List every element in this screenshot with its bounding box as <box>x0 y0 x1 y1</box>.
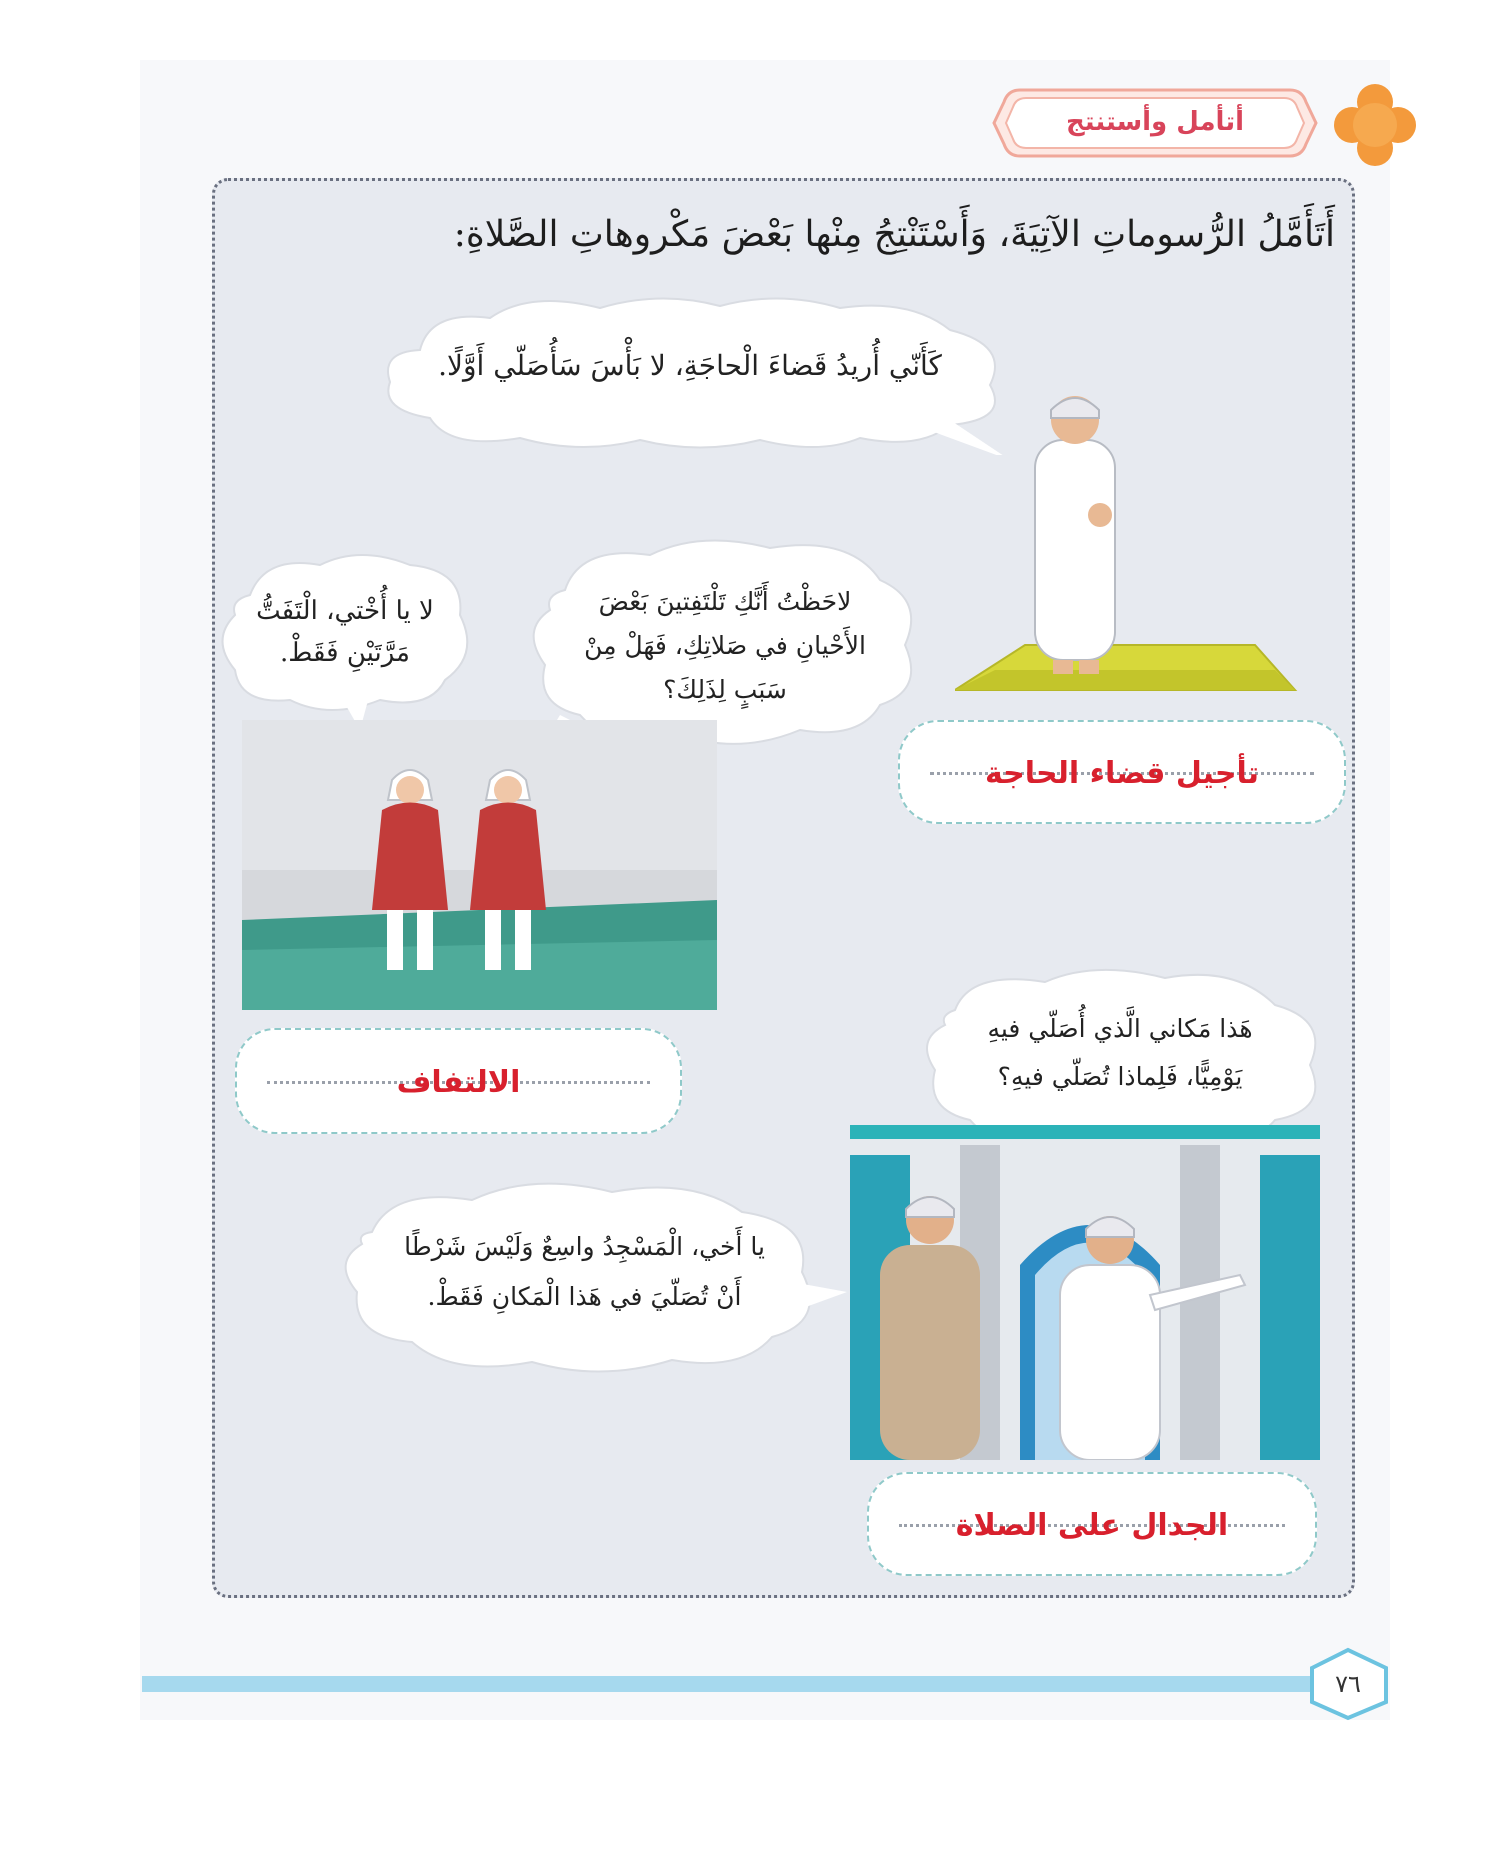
answer-text: تأجيل قضاء الحاجة <box>984 756 1260 791</box>
speech-line: لا يا أُخْتي، الْتَفَتُّ <box>256 596 434 626</box>
speech-bubble <box>360 290 1020 455</box>
page-number-badge <box>1300 1646 1396 1722</box>
speech-line: أَنْ تُصَلّيَ في هَذا الْمَكانِ فَقَطْ. <box>427 1282 742 1311</box>
footer-bar <box>142 1676 1317 1692</box>
speech-line: يا أَخي، الْمَسْجِدُ واسِعٌ وَلَيْسَ شَرْطًا <box>404 1232 765 1261</box>
speech-bubble <box>322 1172 847 1382</box>
speech-text <box>940 1005 1300 1101</box>
speech-line: سَبَبٍ لِذَلِكَ؟ <box>663 675 787 704</box>
section-title: أتأمل وأستنتج <box>1065 107 1244 137</box>
answer-text: الالتفاف <box>396 1065 521 1100</box>
speech-line: يَوْمِيًّا، فَلِماذا تُصَلّي فيهِ؟ <box>997 1062 1243 1091</box>
speech-line: مَرَّتَيْنِ فَقَطْ. <box>280 638 410 668</box>
speech-text: كَأَنّي أُريدُ قَضاءَ الْحاجَةِ، لا بَأْسَ سَأُصَلّي أَوَّلًا. <box>438 349 942 382</box>
speech-text <box>357 1222 812 1322</box>
instruction-text: أَتَأَمَّلُ الرُّسوماتِ الآتِيَةَ، وَأَسْتَنْتِجُ مِنْها بَعْضَ مَكْروهاتِ الصَّلاةِ: <box>453 214 1335 255</box>
girls-praying-illustration <box>242 720 717 1010</box>
speech-line: لاحَظْتُ أَنَّكِ تَلْتَفِتينَ بَعْضَ <box>598 587 852 616</box>
speech-bubble <box>210 545 480 730</box>
section-header-tag <box>990 82 1320 164</box>
speech-text <box>550 580 900 712</box>
speech-line: الأَحْيانِ في صَلاتِكِ، فَهَلْ مِنْ <box>584 631 866 660</box>
speech-line: هَذا مَكاني الَّذي أُصَلّي فيهِ <box>987 1014 1253 1043</box>
speech-text <box>230 590 460 674</box>
orange-flower-icon <box>1330 80 1420 170</box>
answer-field[interactable] <box>867 1472 1317 1576</box>
answer-text: الجدال على الصلاة <box>955 1508 1229 1543</box>
praying-boy-illustration <box>955 380 1325 710</box>
answer-field[interactable] <box>898 720 1346 824</box>
page-number: ٧٦ <box>1335 1670 1361 1698</box>
mosque-boys-illustration <box>850 1125 1320 1460</box>
answer-field[interactable] <box>235 1028 682 1134</box>
